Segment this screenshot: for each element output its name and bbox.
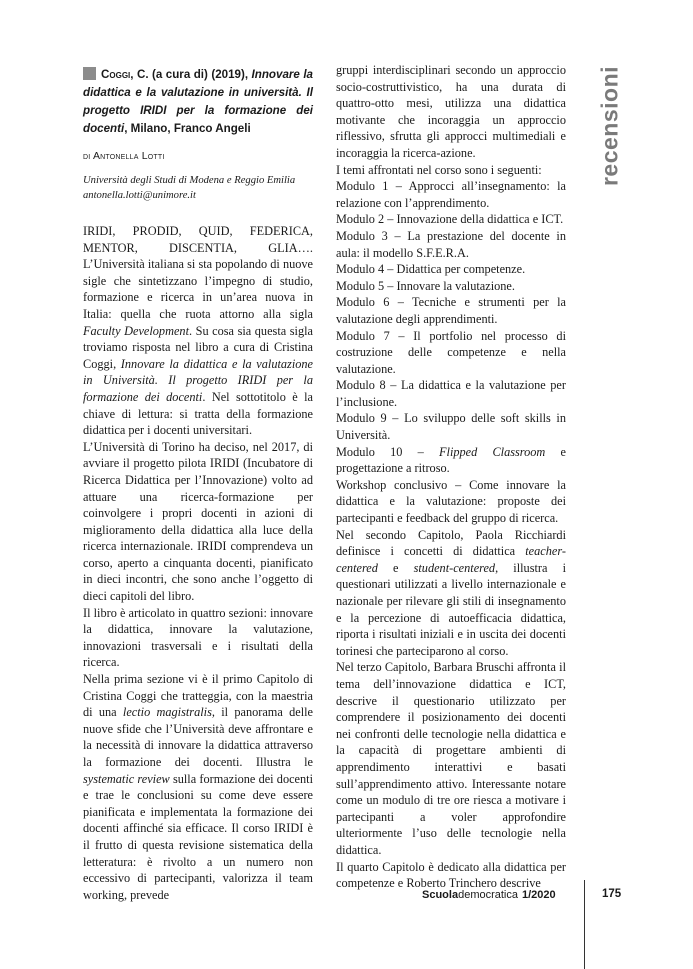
journal-name-rest: democratica	[458, 889, 518, 901]
journal-issue: 1/2020	[522, 889, 556, 901]
paragraph: I temi affrontati nel corso sono i seguenti:	[336, 162, 542, 177]
paragraph: L’Università di Torino ha deciso, nel 2017, di avviare il progetto pilota IRIDI (Incubatore di Ricerca Didattica per l’Innovazione) volto ad attuare una ricerca-formazione per coinvolgere i propri docenti in azioni di miglioramento della didattica alla luce della ricerca internazionale. IRIDI comprendeva un corso, aperto a cinquanta docenti, pianificato in dieci incontri, che sono anche l’oggetto di dieci capitoli del libro.	[83, 439, 313, 604]
right-body-text	[336, 62, 566, 892]
module-item: Modulo 7 – Il portfolio nel processo di costruzione delle competenze e nella valutazione.	[336, 328, 566, 376]
byline-prefix: di	[83, 150, 93, 162]
module-item: Modulo 9 – Lo sviluppo delle soft skills in Università.	[336, 411, 566, 443]
paragraph: gruppi interdisciplinari secondo un approccio socio-costruttivistico, ha una durata di quattro-otto mesi, utilizza una didattica motivante che incoraggia un approccio riflessivo, sfrutta gli approcci multimediali e incoraggia la ricerca-azione.	[336, 63, 566, 160]
module-item: Modulo 8 – La didattica e la valutazione per l’inclusione.	[336, 378, 566, 409]
page-number: 175	[602, 888, 622, 900]
right-column	[336, 62, 566, 892]
module-item: Modulo 1 – Approcci all’insegnamento: la relazione con l’apprendimento.	[336, 179, 566, 210]
reference-author: Coggi, C.	[101, 68, 149, 81]
section-side-label: recensioni	[596, 65, 623, 187]
left-column	[83, 62, 313, 903]
affiliation-university: Università degli Studi di Modena e Reggio Emilia	[83, 175, 296, 186]
paragraph: Il quarto Capitolo è dedicato alla didattica per competenze e Roberto Trinchero descrive	[336, 859, 566, 891]
affiliation	[83, 173, 313, 203]
reference-publisher: , Milano, Franco Angeli	[124, 122, 251, 135]
journal-footer	[422, 889, 556, 901]
book-reference	[83, 66, 313, 138]
paragraph: Nel terzo Capitolo, Barbara Bruschi affronta il tema dell’innovazione didattica e ICT, descrive il questionario utilizzato per comprendere il posizionamento dei docenti nei confronti delle tecnologie nella didattica e la capacità di progettare ambienti di apprendimento interattivi e basati sull’apprendimento attivo. Interessante notare come un modulo di tre ore riesca a motivare i partecipanti a voler approfondire ulteriormente l’uso delle tecnologie nella didattica.	[336, 660, 566, 857]
reference-editor-year: (a cura di) (2019),	[148, 68, 252, 81]
reference-title: Innovare la didattica e la valutazione in università. Il progetto IRIDI per la formazione dei docenti	[83, 68, 313, 135]
journal-name-bold: Scuola	[422, 889, 459, 901]
section-square-icon	[83, 67, 96, 80]
left-body-text	[83, 223, 313, 903]
module-item: Modulo 4 – Didattica per competenze.	[336, 262, 526, 277]
workshop-item: Workshop conclusivo – Come innovare la didattica e la valutazione: proposte dei partecipanti e feedback del gruppo di ricerca.	[336, 477, 566, 526]
byline-author: Antonella Lotti	[92, 150, 165, 162]
footer-divider	[584, 880, 585, 969]
paragraph: Nel secondo Capitolo, Paola Ricchiardi definisce i concetti di didattica teacher-centered e student-centered, illustra i questionari utilizzati a livello internazionale e nazionale per rilevare gli stili di insegnamento e la percezione di autoefficacia didattica, riporta i risultati iniziali e in uscita dei docenti torinesi che parteciparono al corso.	[336, 527, 566, 658]
module-item: Modulo 5 – Innovare la valutazione.	[336, 278, 515, 293]
paragraph: Il libro è articolato in quattro sezioni: innovare la didattica, innovare la valutazione, innovazioni trasversali e i risultati della ricerca.	[83, 605, 313, 670]
module-item: Modulo 2 – Innovazione della didattica e ICT.	[336, 212, 564, 227]
affiliation-email: antonella.lotti@unimore.it	[83, 190, 196, 201]
paragraph: Nella prima sezione vi è il primo Capitolo di Cristina Coggi che tratteggia, con la maestria di una lectio magistralis, il panorama delle nuove sfide che l’Università deve affrontare e la necessità di innovare la didattica attraverso la formazione dei docenti. Illustra le systematic review sulla formazione dei docenti e trae le conclusioni su come deve essere pianificata e implementata la formazione dei docenti affinché sia efficace. Il corso IRIDI è il frutto di questa revisione sistematica della letteratura: è rivolto a un numero non eccessivo di partecipanti, valorizza il team working, prevede	[83, 672, 314, 902]
module-item: Modulo 6 – Tecniche e strumenti per la valutazione degli apprendimenti.	[336, 295, 566, 326]
byline	[83, 150, 313, 162]
paragraph: IRIDI, PRODID, QUID, FEDERICA, MENTOR, DISCENTIA, GLIA…. L’Università italiana si sta popolando di nuove sigle che sintetizzano l’impegno di studio, formazione e ricerca in un’area nuova in Italia: quella che ruota attorno alla sigla Faculty Development. Su cosa sia questa sigla troviamo risposta nel libro a cura di Cristina Coggi, Innovare la didattica e la valutazione in Università. Il progetto IRIDI per la formazione dei docenti. Nel sottotitolo è la chiave di lettura: si tratta della formazione didattica per i docenti universitari.	[83, 224, 313, 438]
module-item: Modulo 3 – La prestazione del docente in aula: il modello S.F.E.R.A.	[336, 228, 566, 260]
module-item: Modulo 10 – Flipped Classroom e progettazione a ritroso.	[336, 444, 566, 476]
